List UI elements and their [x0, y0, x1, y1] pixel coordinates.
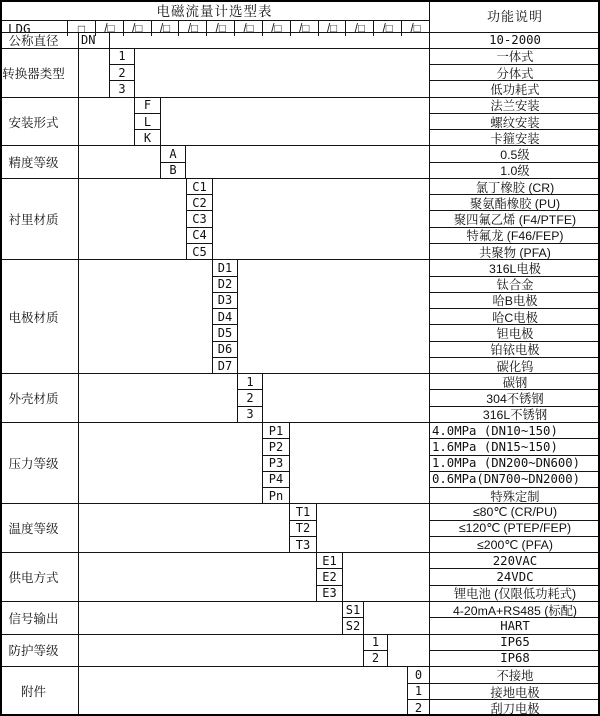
block-label: 外壳材质: [0, 374, 79, 422]
option-code: 0: [408, 667, 429, 684]
function-desc: 4-20mA+RS485 (标配): [430, 602, 600, 618]
spacer-cell: [343, 553, 430, 601]
function-desc: HART: [500, 618, 530, 633]
function-desc: 接地电极: [430, 684, 600, 701]
table-title: 电磁流量计选型表: [0, 0, 429, 21]
function-desc: 分体式: [430, 65, 600, 81]
block-label: 精度等级: [0, 146, 79, 178]
option-code: 1: [364, 635, 387, 651]
option-code: T2: [290, 521, 316, 537]
option-code: P4: [263, 472, 289, 488]
model-slot: /□: [263, 21, 291, 36]
function-desc: 10-2000: [489, 33, 541, 48]
option-code: C2: [187, 195, 212, 211]
function-desc: 220VAC: [430, 553, 600, 569]
option-code: T1: [290, 504, 316, 520]
function-desc: 哈B电极: [430, 293, 600, 309]
function-desc: 聚氨酯橡胶 (PU): [430, 195, 600, 211]
option-code: 2: [371, 651, 380, 666]
spacer-cell: [79, 504, 290, 552]
model-slot: /□: [96, 21, 124, 36]
block-label: 转换器类型: [0, 49, 79, 97]
function-desc: 碳化钨: [496, 359, 534, 374]
model-slot: /□: [152, 21, 180, 36]
model-slot: /□: [374, 21, 402, 36]
function-desc: 低功耗式: [490, 82, 540, 97]
function-desc: 锂电池 (仅限低功耗式): [453, 587, 577, 601]
spacer-cell: [110, 33, 430, 48]
spacer-cell: [135, 49, 430, 97]
option-code: 2: [110, 65, 134, 81]
option-code: D4: [213, 309, 237, 325]
function-desc: 钽电极: [430, 325, 600, 341]
option-code: 2: [238, 390, 262, 406]
function-desc: IP68: [500, 651, 530, 666]
model-slot: /□: [124, 21, 152, 36]
block-power-supply: [0, 553, 600, 602]
function-desc: 螺纹安装: [430, 114, 600, 130]
spacer-cell: [364, 602, 430, 634]
spacer-cell: [388, 635, 430, 667]
spacer-cell: [79, 635, 364, 667]
option-code: 3: [246, 407, 254, 422]
spacer-cell: [79, 98, 135, 146]
option-code: D2: [213, 277, 237, 293]
function-desc: IP65: [430, 635, 600, 651]
option-code: D6: [213, 342, 237, 358]
function-desc: 0.6MPa(DN700~DN2000): [430, 472, 600, 488]
model-slot: /□: [179, 21, 207, 36]
option-code: D1: [213, 260, 237, 276]
model-slot: /□: [410, 22, 421, 35]
block-nominal-diameter: [0, 33, 600, 49]
option-code: D3: [213, 293, 237, 309]
option-code: T3: [295, 537, 311, 552]
model-slot: /□: [291, 21, 319, 36]
option-code: 1: [408, 684, 429, 701]
model-slot: /□: [319, 21, 347, 36]
option-code: C1: [187, 179, 212, 195]
option-code: C4: [187, 228, 212, 244]
block-liner-material: [0, 179, 600, 260]
block-temperature-rating: [0, 504, 600, 553]
model-slot: /□: [346, 21, 374, 36]
spacer-cell: [79, 667, 408, 716]
option-code: F: [135, 98, 160, 114]
function-desc: 卡箍安装: [490, 131, 540, 146]
function-desc: 304不锈钢: [430, 390, 600, 406]
function-desc: 铂铱电极: [430, 342, 600, 358]
function-desc: 316L电极: [430, 260, 600, 276]
option-code: A: [161, 146, 185, 162]
block-housing-material: [0, 374, 600, 423]
option-code: L: [135, 114, 160, 130]
option-code: C5: [192, 244, 207, 259]
block-label: 供电方式: [0, 553, 79, 601]
block-label: 压力等级: [0, 423, 79, 503]
spacer-cell: [263, 374, 430, 422]
option-code: P1: [263, 423, 289, 439]
model-prefix: LDG: [0, 21, 68, 36]
block-pressure-rating: [0, 423, 600, 504]
block-converter-type: [0, 49, 600, 98]
option-code: 1: [110, 49, 134, 65]
spacer-cell: [79, 179, 187, 259]
spacer-cell: [79, 374, 238, 422]
function-desc: 不接地: [430, 667, 600, 684]
model-slot: /□: [235, 21, 263, 36]
option-code: E3: [322, 586, 337, 601]
block-signal-output: [0, 602, 600, 635]
block-label: 附件: [0, 667, 79, 716]
spacer-cell: [79, 553, 317, 601]
function-desc: 316L不锈钢: [482, 408, 548, 423]
function-desc: 氯丁橡胶 (CR): [430, 179, 600, 195]
function-desc: 哈C电极: [430, 309, 600, 325]
block-label: 信号输出: [0, 602, 79, 634]
spacer-cell: [79, 423, 263, 503]
option-code: 1: [238, 374, 262, 390]
spacer-cell: [238, 260, 430, 373]
function-desc: 特殊定制: [490, 489, 540, 504]
function-desc: ≤200℃ (PFA): [477, 537, 553, 552]
option-code: DN: [79, 33, 110, 48]
option-code: Pn: [268, 488, 284, 503]
function-desc: 24VDC: [430, 569, 600, 585]
header-block: [0, 0, 600, 36]
block-accessories: [0, 667, 600, 716]
block-installation-type: [0, 98, 600, 147]
block-label: 防护等级: [0, 635, 79, 667]
block-label: 公称直径: [0, 33, 79, 48]
function-desc: 法兰安装: [430, 98, 600, 114]
function-desc: 特氟龙 (F46/FEP): [430, 228, 600, 244]
option-code: P3: [263, 456, 289, 472]
option-code: E2: [317, 569, 342, 585]
option-code: B: [169, 163, 177, 178]
spacer-cell: [290, 423, 430, 503]
option-code: D5: [213, 325, 237, 341]
header-left: [0, 0, 430, 36]
option-code: D7: [217, 358, 233, 373]
spacer-cell: [79, 260, 213, 373]
function-desc: ≤120℃ (PTEP/FEP): [430, 521, 600, 537]
spacer-cell: [161, 98, 430, 146]
option-code: P2: [263, 439, 289, 455]
option-code: E1: [317, 553, 342, 569]
block-accuracy-class: [0, 146, 600, 179]
function-desc: 4.0MPa (DN10~150): [430, 423, 600, 439]
option-code: S2: [345, 618, 361, 633]
spacer-cell: [213, 179, 430, 259]
function-desc: ≤80℃ (CR/PU): [430, 504, 600, 520]
option-code: 3: [118, 81, 126, 96]
function-desc: 共聚物 (PFA): [479, 245, 551, 260]
option-code: S1: [343, 602, 363, 618]
block-label: 温度等级: [0, 504, 79, 552]
function-desc: 一体式: [430, 49, 600, 65]
function-desc: 0.5级: [430, 146, 600, 162]
option-code: 2: [414, 701, 423, 716]
block-label: 电极材质: [0, 260, 79, 373]
block-label: 衬里材质: [0, 179, 79, 259]
option-code: C3: [187, 211, 212, 227]
spacer-cell: [79, 146, 161, 178]
block-electrode-material: [0, 260, 600, 374]
spacer-cell: [79, 602, 343, 634]
function-desc: 刮刀电极: [490, 702, 540, 716]
function-desc: 碳钢: [430, 374, 600, 390]
option-code: K: [143, 130, 152, 145]
spacer-cell: [79, 49, 110, 97]
model-slot: /□: [207, 21, 235, 36]
block-label: 安装形式: [0, 98, 79, 146]
block-protection-rating: [0, 635, 600, 668]
function-desc: 1.6MPa (DN15~150): [430, 439, 600, 455]
model-base-box: □: [68, 21, 96, 36]
function-desc: 钛合金: [430, 277, 600, 293]
function-desc: 1.0级: [500, 164, 530, 178]
function-desc: 聚四氟乙烯 (F4/PTFE): [430, 211, 600, 227]
function-desc: 1.0MPa (DN200~DN600): [430, 456, 600, 472]
function-column-header: 功能说明: [486, 9, 543, 25]
spacer-cell: [317, 504, 430, 552]
spacer-cell: [186, 146, 430, 178]
